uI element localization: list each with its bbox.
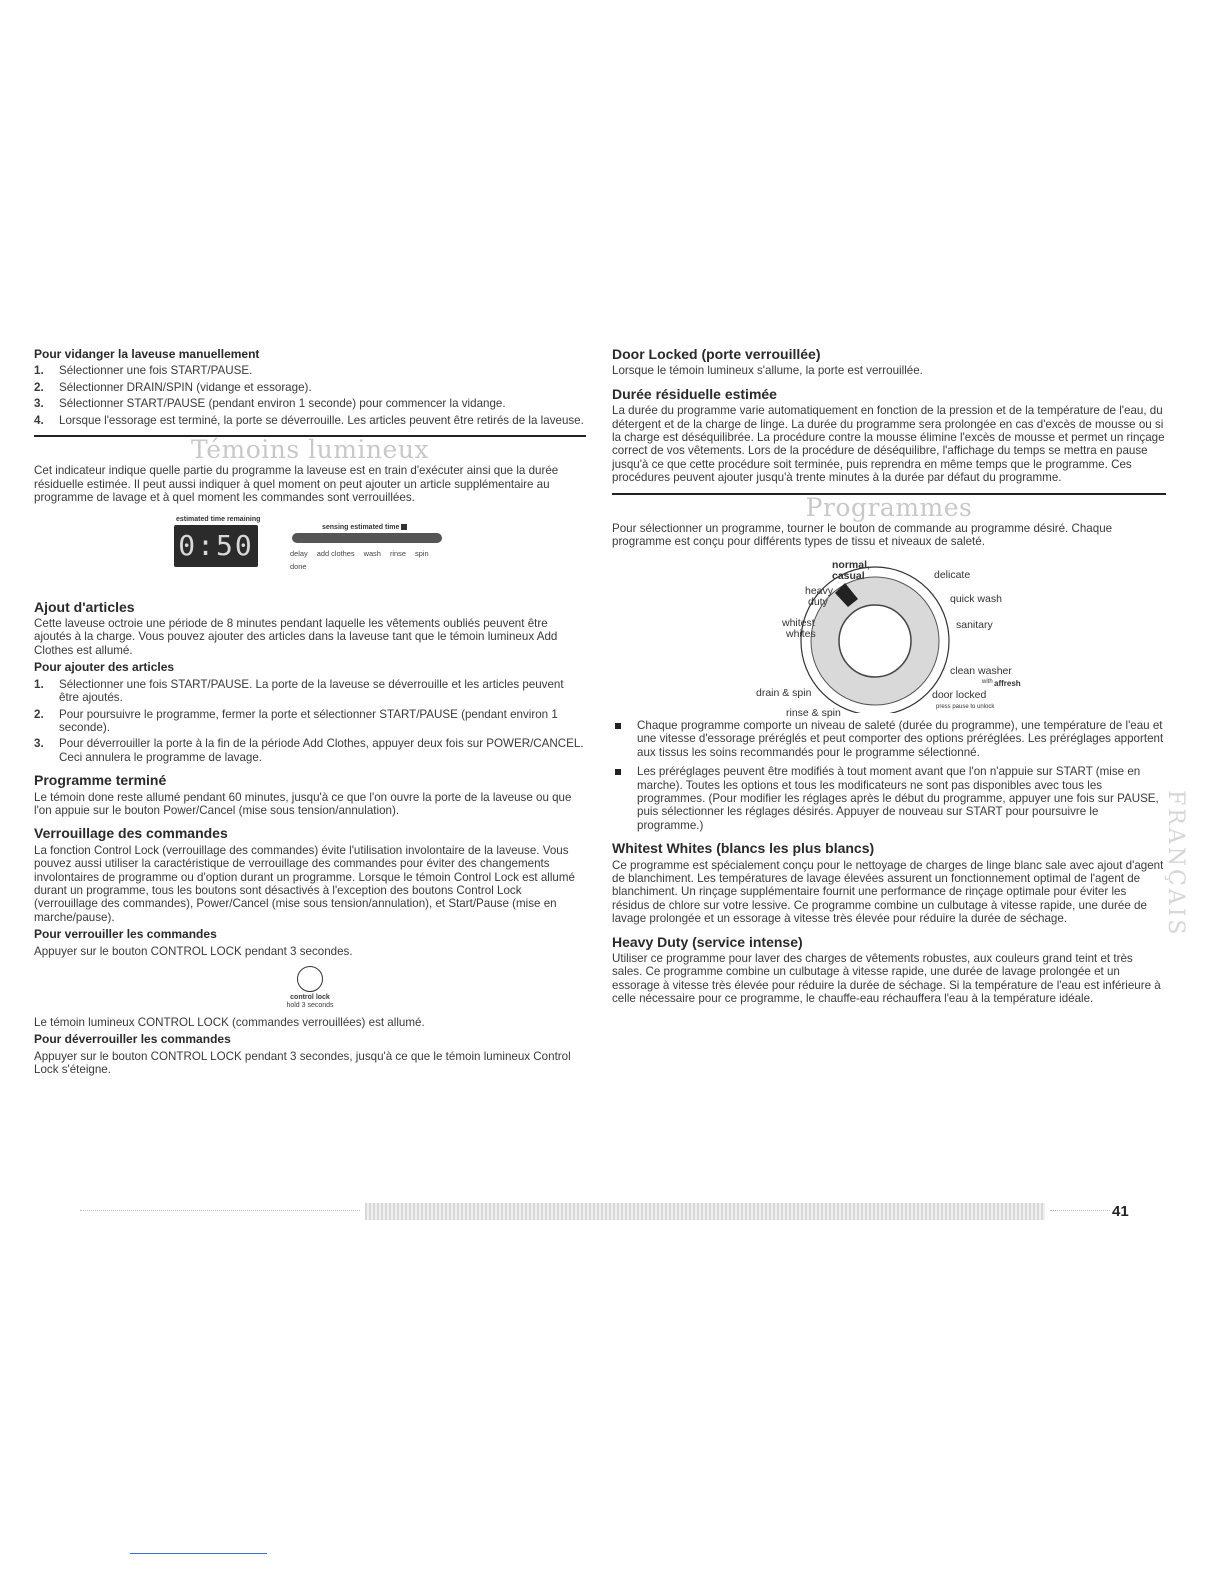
list-item: Chaque programme comporte un niveau de saleté (durée du programme), une température de l'eau et une vitesse d'essorage préréglés et peut comporter des options préréglées. Les préréglages apportent aux tissus les soins recommandés pour le programme sélectionné. [612,719,1166,759]
list-item: 3. Sélectionner START/PAUSE (pendant environ 1 seconde) pour commencer la vidange. [34,397,506,411]
control-lock-sub: hold 3 seconds [286,1002,334,1009]
programmes-intro: Pour sélectionner un programme, tourner le bouton de commande au programme désiré. Chaque programme est conçu pour différents types de tissu et niveaux de saleté. [612,522,1113,549]
dial-delicate: delicate [934,568,971,581]
stage-spin: spin [415,548,429,558]
ajout-subtitle: Pour ajouter des articles [34,660,175,675]
lock-body: Appuyer sur le bouton CONTROL LOCK pendant 3 secondes. [34,944,353,958]
left-column [34,348,586,1081]
list-item: Les préréglages peuvent être modifiés à tout moment avant que l'on n'appuie sur START (mise en marche). Toutes les options et tous les modificateurs ne sont pas disponibles avec tous les programmes. (Pour modifier les réglages après le début du programme, appuyer une fois sur PAUSE, puis sélectionner les réglages désirés. Appuyer de nouveau sur START pour poursuivre le programme.) [612,765,1166,832]
termine-body: Le témoin done reste allumé pendant 60 minutes, jusqu'à ce que l'on ouvre la porte de la laveuse ou que l'on appuie sur le bouton Power/Cancel (mise sous tension/annulation). [34,790,572,817]
bullet-icon [615,723,621,729]
dial-affresh: affresh [994,678,1021,688]
footer-rule-left [80,1210,360,1212]
dial-quick-wash: quick wash [950,592,1002,605]
dial-heavy: heavy [805,584,834,597]
footer-bar [365,1203,1045,1220]
control-lock-illustration [34,966,586,1010]
page-number: 41 [1112,1203,1129,1220]
verrouillage-title: Verrouillage des commandes [34,825,228,842]
unlock-body: Appuyer sur le bouton CONTROL LOCK pendant 3 secondes, jusqu'à ce que le témoin lumineux Control Lock s'éteigne. [34,1049,571,1077]
door-body: Lorsque le témoin lumineux s'allume, la porte est verrouillée. [612,364,923,378]
list-item: 2. Sélectionner DRAIN/SPIN (vidange et essorage). [34,380,312,394]
dial-press-pause: press pause to unlock [936,703,995,710]
time-display: 0:50 [174,525,258,567]
indicator-panel [34,511,586,591]
control-lock-button-icon [297,966,323,992]
dial-rinse-spin: rinse & spin [786,706,841,719]
dial-door-locked: door locked [932,688,987,701]
program-dial [612,553,1166,719]
control-lock-label: control lock [290,994,330,1001]
dial-casual: casual [832,569,865,582]
bullet-icon [615,769,621,775]
time-remaining-label: estimated time remaining [176,515,261,523]
list-item: 3. Pour déverrouiller la porte à la fin de la période Add Clothes, appuyer deux fois sur POWER/CANCEL. Ceci annulera le programme de lavage. [34,737,584,764]
status-bar [292,533,442,543]
stage-delay: delay [290,548,308,558]
whitest-body: Ce programme est spécialement conçu pour le nettoyage de charges de linge blanc sale avec ajout d'agent de blanchiment. Les températures de lavage élevées assurent un fonctionnement optimal de l'agent de blanchiment. Un rinçage supplémentaire fournit une performance de rinçage optimale pour éviter les résidus de chlore sur votre lessive. Ce programme combine un culbutage à vitesse rapide, une durée de lavage prolongée et un essorage à vitesse très élevée pour réduire la durée de séchage. [612,858,1164,926]
drain-steps [34,364,586,427]
stage-done: done [290,562,307,572]
programmes-bullets [612,719,1166,832]
stage-rinse: rinse [389,548,406,558]
list-item: 2. Pour poursuivre le programme, fermer la porte et sélectionner START/PAUSE (pendant environ 1 seconde). [34,707,558,734]
after-lock: Le témoin lumineux CONTROL LOCK (commandes verrouillées) est allumé. [34,1016,425,1029]
door-title: Door Locked (porte verrouillée) [612,346,821,362]
right-column [612,348,1166,1010]
dial-normal: normal, [832,558,870,571]
temoins-heading: Témoins lumineux [34,435,586,456]
stage-wash: wash [363,548,381,558]
list-item: 1. Sélectionner une fois START/PAUSE. La porte de la laveuse se déverrouille et les articles peuvent être ajoutés. [34,677,564,705]
stage-labels [290,547,460,574]
bottom-link-rule [130,1553,267,1554]
dial-with: with [982,678,993,685]
stage-add-clothes: add clothes [316,548,355,558]
dial-whitest: whitest [782,616,815,629]
footer-rule-right [1050,1210,1110,1212]
dial-sanitary: sanitary [956,618,993,631]
dial-clean-washer: clean washer [950,664,1012,677]
dial-drain-spin: drain & spin [756,686,812,699]
programmes-heading: Programmes [612,493,1166,514]
list-item: 1. Sélectionner une fois START/PAUSE. [34,364,253,378]
heavy-title: Heavy Duty (service intense) [612,933,803,950]
sensing-label: sensing estimated time [322,521,407,534]
drain-title: Pour vidanger la laveuse manuellement [34,347,260,361]
ajout-title: Ajout d'articles [34,598,135,615]
language-side-tab: FRANÇAIS [1163,790,1188,938]
whitest-title: Whitest Whites (blancs les plus blancs) [612,840,875,857]
verrouillage-body: La fonction Control Lock (verrouillage des commandes) évite l'utilisation involontaire de la laveuse. Vous pouvez aussi utiliser la caractéristique de verrouillage des commandes pour éviter des changements involontaires de programme ou d'option durant un programme. Lorsque le témoin Control Lock est allumé durant un programme, tous les boutons sont désactivés à l'exception des boutons Control Lock (verrouillage des commandes), Power/Cancel (mise sous tension/annulation), et Start/Pause (mise en marche/pause). [34,843,575,924]
unlock-title: Pour déverrouiller les commandes [34,1032,231,1047]
sensing-indicator-icon [401,524,407,530]
temoins-intro: Cet indicateur indique quelle partie du programme la laveuse est en train d'exécuter ainsi que la durée résiduelle estimée. Il peut aussi indiquer à quel moment on peut ajouter un article supplémentaire au programme de lavage et à quel moment les commandes sont verrouillées. [34,464,559,505]
duree-body: La durée du programme varie automatiquement en fonction de la pression et de la température de l'eau, du détergent et de la charge de linge. La durée du programme sera prolongée en cas d'excès de mousse ou si la charge est déséquilibrée. La procédure contre la mousse élimine l'excès de mousse et permet un rinçage correct de vos vêtements. Lors de la procédure de déséquilibre, l'affichage du temps se mettra en pause jusqu'à ce que cette procédure soit terminée, puis reprendra en même temps que le programme. Ces procédures peuvent ajouter jusqu'à trente minutes à la durée par défaut du programme. [612,404,1165,485]
ajout-body: Cette laveuse octroie une période de 8 minutes pendant laquelle les vêtements oubliés peuvent être ajoutés à la charge. Vous pouvez ajouter des articles dans la laveuse tant que le témoin lumineux Add Clothes est allumé. [34,617,558,657]
list-item: 4. Lorsque l'essorage est terminé, la porte se déverrouille. Les articles peuvent être retirés de la laveuse. [34,413,584,427]
heavy-body: Utiliser ce programme pour laver des charges de vêtements robustes, aux couleurs grand teint et très sales. Ce programme combine un culbutage à vitesse rapide, une durée de lavage prolongée et un essorage à vitesse très élevée pour réduire la durée de séchage. Si la température de l'eau est inférieure à celle nécessaire pour ce programme, le chauffe-eau réchauffera l'eau à la température idéale. [612,951,1161,1006]
duree-title: Durée résiduelle estimée [612,385,777,402]
ajout-steps [34,678,586,764]
dial-graphic [612,553,1166,713]
lock-title: Pour verrouiller les commandes [34,927,217,942]
dial-duty: duty [808,595,828,608]
termine-title: Programme terminé [34,772,167,789]
dial-whites: whites [786,627,816,640]
